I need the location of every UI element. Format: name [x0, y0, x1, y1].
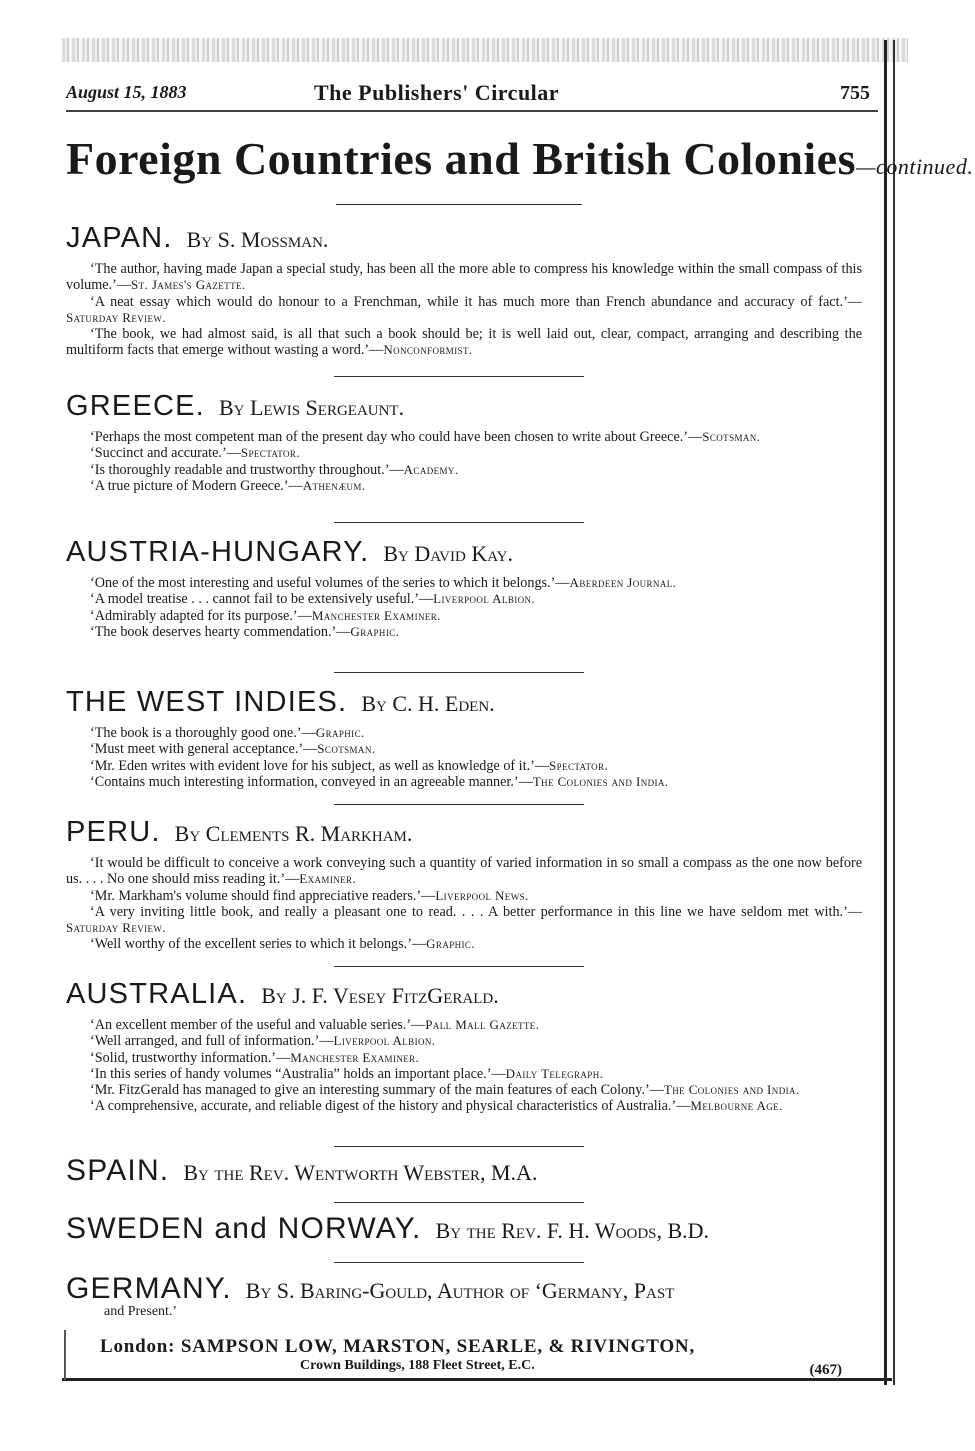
review-quote: ‘Solid, trustworthy information.’—Manchester Examiner. — [90, 1049, 420, 1066]
review-source: Manchester Examiner. — [290, 1049, 420, 1065]
page-header — [66, 80, 878, 110]
review-quote: ‘The book, we had almost said, is all that such a book should be; it is well laid out, clear, compact, arranging and describing the multiform facts that emerge without wasting a word.’—Nonconformist. — [66, 326, 862, 359]
country-name: GERMANY. — [66, 1272, 232, 1305]
review-quote: ‘It would be difficult to conceive a work conveying such a quantity of varied information in so small a compass as the one now before us. . . . No one should miss reading it.’—Examiner. — [66, 855, 862, 888]
review-source: Graphic. — [315, 725, 365, 740]
country-name: AUSTRIA-HUNGARY. — [66, 536, 370, 568]
section-heading — [66, 816, 862, 849]
review-quote: ‘Well arranged, and full of information.’—Liverpool Albion. — [90, 1033, 436, 1050]
review-source: Melbourne Age. — [690, 1098, 783, 1114]
review-quotes — [66, 855, 862, 953]
author: By Clements R. Markham. — [174, 821, 413, 846]
author: By S. Mossman. — [186, 227, 329, 252]
review-quote: ‘Contains much interesting information, conveyed in an agreeable manner.’—The Colonies and India. — [90, 773, 669, 790]
section-west-indies — [66, 686, 862, 790]
page-border-left-fragment — [64, 1330, 66, 1380]
review-quotes — [66, 429, 862, 494]
review-quote: ‘An excellent member of the useful and valuable series.’—Pall Mall Gazette. — [90, 1017, 540, 1033]
review-quote: ‘In this series of handy volumes “Australia” holds an important place.’—Daily Telegraph. — [90, 1065, 604, 1082]
country-name: SPAIN. — [66, 1154, 170, 1187]
divider — [336, 204, 582, 205]
page-border-right — [884, 40, 887, 1385]
section-heading — [66, 222, 862, 255]
scan-top-band — [62, 38, 908, 62]
review-quote: ‘A very inviting little book, and really a pleasant one to read. . . . A better performance in this line we have seldom met with.’—Saturday Review. — [66, 903, 862, 936]
review-quotes — [66, 575, 862, 640]
country-name: AUSTRALIA. — [66, 978, 248, 1010]
review-source: Liverpool News. — [435, 887, 529, 903]
review-quote: ‘The book deserves hearty commendation.’—Graphic. — [90, 623, 400, 640]
review-source: Graphic. — [350, 623, 400, 639]
review-quotes — [66, 261, 862, 359]
section-heading — [66, 686, 862, 719]
publisher-footer — [100, 1336, 862, 1378]
review-quote: ‘Must meet with general acceptance.’—Scotsman. — [90, 741, 376, 758]
review-quotes — [66, 725, 862, 790]
review-quote: ‘Mr. FitzGerald has managed to give an interesting summary of the main features of each Colony.’—The Colonies and India. — [90, 1082, 800, 1099]
review-source: Saturday Review. — [66, 309, 166, 325]
review-source: Manchester Examiner. — [311, 607, 441, 623]
divider — [334, 672, 584, 673]
review-quote: ‘Mr. Eden writes with evident love for his subject, as well as knowledge of it.’—Spectator. — [90, 757, 609, 774]
review-quote: ‘One of the most interesting and useful volumes of the series to which it belongs.’—Aberdeen Journal. — [90, 575, 677, 591]
section-australia — [66, 978, 862, 1115]
page-title-text: Foreign Countries and British Colonies — [66, 133, 856, 184]
review-source: The Colonies and India. — [663, 1082, 800, 1098]
section-sweden-norway — [66, 1212, 862, 1246]
divider — [334, 804, 584, 805]
country-name: PERU. — [66, 816, 161, 848]
country-name: GREECE. — [66, 390, 205, 422]
review-source: Daily Telegraph. — [505, 1065, 604, 1081]
section-austria-hungary — [66, 536, 862, 640]
review-quote: ‘Is thoroughly readable and trustworthy throughout.’—Academy. — [90, 461, 459, 478]
review-quote: ‘Mr. Markham's volume should find appreciative readers.’—Liverpool News. — [90, 887, 529, 904]
country-name: JAPAN. — [66, 222, 173, 254]
review-source: Liverpool Albion. — [433, 591, 536, 607]
author-continuation: and Present.’ — [104, 1304, 178, 1319]
review-quote: ‘A model treatise . . . cannot fail to be extensively useful.’—Liverpool Albion. — [90, 591, 536, 608]
header-date: August 15, 1883 — [66, 82, 187, 102]
review-quote: ‘Well worthy of the excellent series to which it belongs.’—Graphic. — [90, 936, 475, 953]
page-title — [66, 132, 974, 185]
review-quote: ‘The book is a thoroughly good one.’—Graphic. — [90, 725, 365, 741]
divider — [334, 1202, 584, 1203]
author: By the Rev. F. H. Woods, B.D. — [435, 1218, 710, 1243]
publisher-name: London: SAMPSON LOW, MARSTON, SEARLE, & RIVINGTON, — [100, 1336, 695, 1357]
header-rule — [66, 110, 878, 112]
header-page-number: 755 — [840, 82, 870, 104]
review-source: Aberdeen Journal. — [569, 575, 677, 590]
review-source: Saturday Review. — [66, 920, 166, 936]
section-heading — [66, 536, 862, 569]
review-source: Athenæum. — [302, 477, 366, 493]
review-source: Spectator. — [549, 757, 609, 773]
divider — [334, 1262, 584, 1263]
author: By C. H. Eden. — [361, 691, 495, 716]
publisher-address: Crown Buildings, 188 Fleet Street, E.C. — [300, 1358, 535, 1373]
review-source: Scotsman. — [702, 429, 761, 444]
review-source: Examiner. — [299, 871, 357, 887]
author: By David Kay. — [383, 541, 513, 566]
review-source: Graphic. — [426, 936, 475, 952]
review-source: The Colonies and India. — [532, 773, 669, 789]
author: By the Rev. Wentworth Webster, M.A. — [183, 1160, 538, 1185]
review-quote: ‘Succinct and accurate.’—Spectator. — [90, 445, 300, 462]
section-heading — [66, 978, 862, 1011]
review-quote: ‘The author, having made Japan a special study, has been all the more able to compress his knowledge within the small compass of this volume.’—St. James's Gazette. — [66, 261, 862, 294]
review-source: Academy. — [403, 461, 459, 477]
divider — [334, 522, 584, 523]
review-source: Nonconformist. — [383, 342, 473, 358]
section-heading — [66, 390, 862, 423]
author: By Lewis Sergeaunt. — [218, 395, 405, 420]
country-name: SWEDEN and NORWAY. — [66, 1212, 422, 1245]
review-quote: ‘A neat essay which would do honour to a Frenchman, while it has much more than French abundance and accuracy of fact.’—Saturday Review. — [66, 293, 862, 325]
section-germany — [66, 1272, 862, 1320]
divider — [334, 1146, 584, 1147]
review-quote: ‘A comprehensive, accurate, and reliable digest of the history and physical characteristics of Australia.’—Melbourne Age. — [90, 1098, 783, 1115]
section-japan — [66, 222, 862, 359]
review-source: Scotsman. — [317, 741, 376, 757]
page-title-continued: —continued. — [856, 154, 974, 179]
review-source: Spectator. — [240, 445, 300, 461]
page-border-bottom — [62, 1378, 892, 1381]
country-name: THE WEST INDIES. — [66, 686, 348, 718]
page-border-right-outer — [893, 40, 895, 1385]
review-quote: ‘A true picture of Modern Greece.’—Athenæum. — [90, 477, 366, 494]
header-title: The Publishers' Circular — [314, 80, 560, 105]
divider — [334, 376, 584, 377]
advert-number: (467) — [809, 1362, 842, 1378]
review-source: St. James's Gazette. — [131, 277, 246, 293]
review-quote: ‘Perhaps the most competent man of the present day who could have been chosen to write about Greece.’—Scotsman. — [90, 429, 761, 445]
review-source: Liverpool Albion. — [333, 1033, 436, 1049]
author: By S. Baring-Gould, Author of ‘Germany, Past — [245, 1278, 675, 1303]
review-quote: ‘Admirably adapted for its purpose.’—Manchester Examiner. — [90, 607, 441, 624]
review-source: Pall Mall Gazette. — [425, 1017, 540, 1032]
section-greece — [66, 390, 862, 494]
section-spain — [66, 1154, 862, 1188]
section-peru — [66, 816, 862, 953]
review-quotes — [66, 1017, 862, 1115]
author: By J. F. Vesey FitzGerald. — [261, 983, 499, 1008]
divider — [334, 966, 584, 967]
